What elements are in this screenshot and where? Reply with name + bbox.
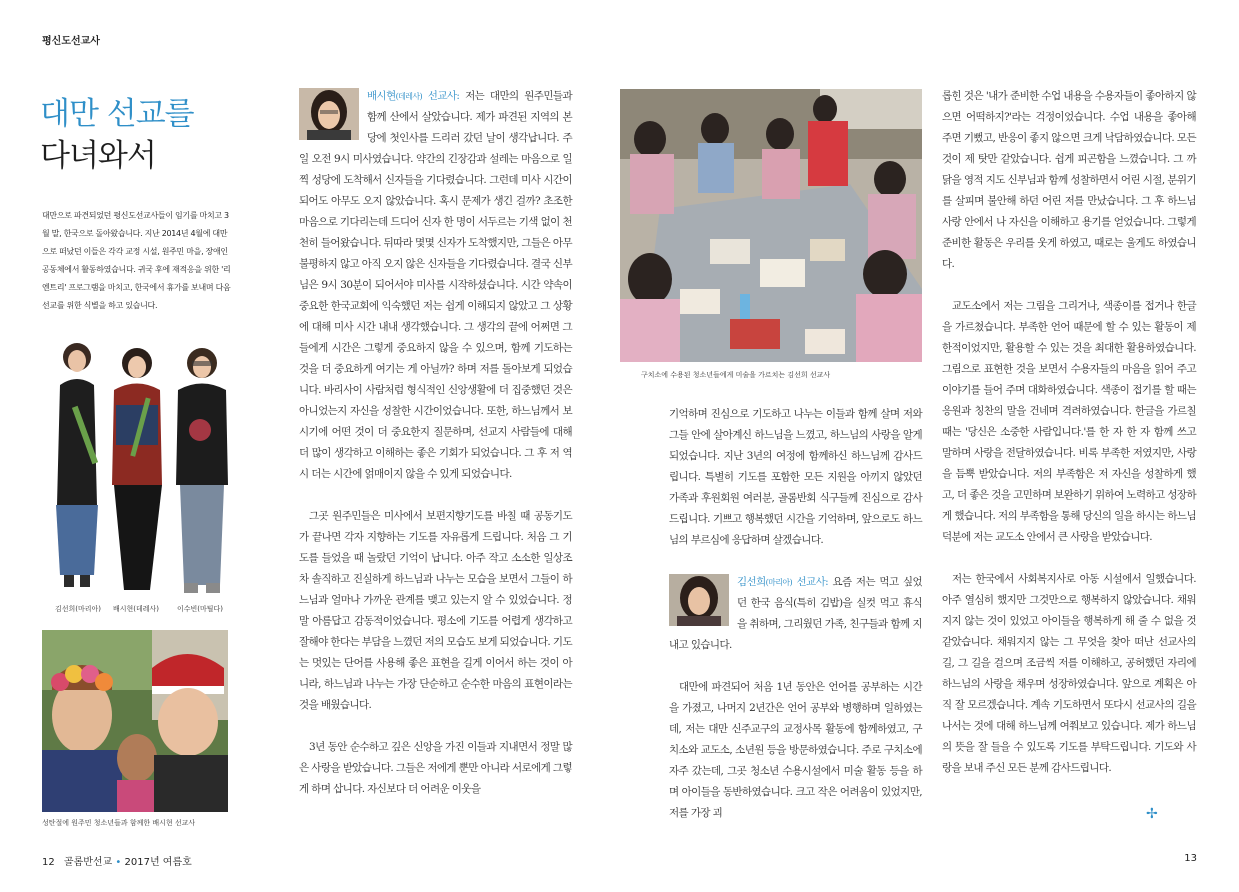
col2-paragraph-1: 기억하며 진심으로 기도하고 나누는 이들과 함께 살며 저와 그들 안에 살아계신 하느님을 느꼈고, 하느님의 사랑을 알게 되었습니다. 지난 3년의 여정에 함께하신 하느님께 감사드립니다. 특별히 기도를 포함한 모든 지원을 아끼지 않았던 가족과 후원회원 여러분, 골롬반회 식구들께 진심으로 감사드립니다. 기쁘고 행복했던 시간을 기억하며, 앞으로도 하느님의 부르심에 응답하며 살겠습니다.	[669, 408, 922, 546]
section-label: 평신도선교사	[42, 36, 100, 47]
col1-paragraph-2: 그곳 원주민들은 미사에서 보편지향기도를 바칠 때 공동기도가 끝나면 각자 지향하는 기도를 자유롭게 드립니다. 처음 그 기도를 들었을 때 놀랐던 기억이 납니다. 아주 작고 소소한 일상조차 솔직하고 진실하게 하느님과 나누는 모습을 보면서 그들이 하느님과 얼마나 가까운 관계를 맺고 있는지 알 수 있었습니다. 정말 아름답고 감동적이었습니다. 평소에 기도를 어렵게 생각하고 잘해야 한다는 부담을 느꼈던 저의 모습도 보게 되었습니다. 기도는 멋있는 단어를 사용해 좋은 표현을 길게 이어서 하는 것이 아니라, 하느님과 나누는 가장 단순하고 순수한 마음의 표현이라는 것을 배웠습니다.	[299, 510, 572, 711]
trio-caption-2: 배시현(데레사)	[113, 605, 160, 613]
issue-label: 2017년 여름호	[124, 857, 192, 868]
portrait-kim-sunhee	[669, 574, 729, 626]
trio-photo	[42, 335, 242, 597]
christmas-photo	[42, 630, 228, 812]
missionary-name-1: 배시현	[367, 90, 396, 102]
col3-paragraph-2: 교도소에서 저는 그림을 그리거나, 색종이를 접거나 한글을 가르쳤습니다. 부족한 언어 때문에 할 수 있는 활동이 제한적이었지만, 활용할 수 있는 것을 최대한 활용하였습니다. 그림으로 표현한 것을 보면서 수용자들의 마음을 읽어 주고 이야기를 들어 주며 대화하였습니다. 색종이 접기를 할 때는 응원과 칭찬의 말을 건네며 격려하였습니다. 한글을 가르칠 때는 '당신은 소중한 사람입니다.'를 한 자 한 자 함께 쓰고 말하며 사랑을 전달하였습니다. 비록 부족한 저였지만, 사랑을 듬뿍 받았습니다. 저의 부족함은 저 자신을 성찰하게 했고, 더 좋은 것을 고민하며 보완하기 위하여 노력하고 성장하게 했습니다. 저의 부족함을 통해 당신의 일을 하시는 하느님 덕분에 저는 교도소 안에서 큰 사랑을 받았습니다.	[942, 300, 1196, 543]
intro-text: 대만으로 파견되었던 평신도선교사들이 임기를 마치고 3월 말, 한국으로 돌아왔습니다. 지난 2014년 4월에 대만으로 떠났던 이들은 각각 교정 시설, 원주민 마을, 장애인 공동체에서 활동하였습니다. 귀국 후에 재적응을 위한 '리엔트리' 프로그램을 마치고, 한국에서 휴가를 보내며 다음 선교를 위한 식별을 하고 있습니다.	[42, 211, 231, 310]
trio-caption-1: 김선희(마리아)	[55, 605, 102, 613]
column-2: 기억하며 진심으로 기도하고 나누는 이들과 함께 살며 저와 그들 안에 살아계신 하느님을 느꼈고, 하느님의 사랑을 알게 되었습니다. 지난 3년의 여정에 함께하신 하느님께 감사드립니다. 특별히 기도를 포함한 모든 지원을 아끼지 않았던 가족과 후원회원 여러분, 골롬반회 식구들께 진심으로 감사드립니다. 기쁘고 행복했던 시간을 기억하며, 앞으로도 하느님의 부르심에 응답하며 살겠습니다. 김선희(마리아) 선교사: 요즘 저는 먹고 싶었던 한국 음식(특히 김밥)을 실컷 먹고 휴식을 취하며, 그리웠던 가족, 친구들과 함께 지내고 있습니다. 대만에 파견되어 처음 1년 동안은 언어를 공부하는 시간을 가졌고, 나머지 2년간은 언어 공부와 병행하며 일하였는데, 저는 대만 신주교구의 교정사목 활동에 함께하였고, 구치소와 교도소, 소년원 등을 방문하였습니다. 주로 구치소에 자주 갔는데, 그곳 청소년 수용시설에서 미술 활동 등을 하며 아이들을 동반하였습니다. 크고 작은 어려움이 있었지만, 저를 가장 괴	[669, 404, 922, 824]
end-mark-icon: ✢	[1146, 806, 1158, 822]
column-1: 배시현(데레사) 선교사: 저는 대만의 원주민들과 함께 산에서 살았습니다. 제가 파견된 지역의 본당에 첫인사를 드리러 갔던 날이 생각납니다. 주일 오전 9시 미사였습니다. 약간의 긴장감과 설레는 마음으로 일찍 성당에 도착해서 신자들을 기다렸습니다. 그런데 미사 시간이 되어도 아무도 오지 않았습니다. 혹시 문제가 생긴 걸까? 초조한 마음으로 기다리는데 드디어 신자 한 명이 서두르는 기색 없이 천천히 들어왔습니다. 뒤따라 몇몇 신자가 도착했지만, 그들은 아무 불평하지 않고 아직 오지 않은 신자들을 기다렸습니다. 결국 신부님은 9시 30분이 되어서야 미사를 시작하셨습니다. 시간 약속이 중요한 한국교회에 익숙했던 저는 쉽게 이해되지 않았고 그 상황에 대해 미사 시간 내내 생각했습니다. 그 생각의 끝에 어쩌면 그들에게 시간은 그렇게 중요하지 않을 수 있으며, 함께 기도하는 것을 더 중요하게 여기는 게 아닐까? 하며 저를 돌아보게 되었습니다. 바리사이 사람처럼 형식적인 신앙생활에 더 집중했던 것은 아니었는지 자신을 성찰한 시간이었습니다. 또한, 하느님께서 보시기에 어떤 것이 더 중요한지 질문하며, 선교지 사람들에 대해 더 많이 생각하고 이해하는 좋은 기회가 되었습니다. 그 후 저 역시 더는 시간에 얽매이지 않을 수 있게 되었습니다. 그곳 원주민들은 미사에서 보편지향기도를 바칠 때 공동기도가 끝나면 각자 지향하는 기도를 자유롭게 드립니다. 처음 그 기도를 들었을 때 놀랐던 기억이 납니다. 아주 작고 소소한 일상조차 솔직하고 진실하게 하느님과 나누는 모습을 보면서 그들이 하느님과 얼마나 가까운 관계를 맺고 있는지 알 수 있었습니다. 정말 아름답고 감동적이었습니다. 평소에 기도를 어렵게 생각하고 잘해야 한다는 부담을 느꼈던 저의 모습도 보게 되었습니다. 기도는 멋있는 단어를 사용해 좋은 표현을 길게 이어서 하는 것이 아니라, 하느님과 나누는 가장 단순하고 순수한 마음의 표현이라는 것을 배웠습니다. 3년 동안 순수하고 깊은 신앙을 가진 이들과 지내면서 정말 많은 사랑을 받았습니다. 그들은 저에게 뿐만 아니라 서로에게 그렇게 하며 삽니다. 자신보다 더 어려운 이웃을	[299, 86, 572, 800]
trio-caption-3: 이수빈(마틸다)	[177, 605, 224, 613]
prison-class-photo	[620, 89, 922, 362]
col2-paragraph-3: 대만에 파견되어 처음 1년 동안은 언어를 공부하는 시간을 가졌고, 나머지 2년간은 언어 공부와 병행하며 일하였는데, 저는 대만 신주교구의 교정사목 활동에 함께하였고, 구치소와 교도소, 소년원 등을 방문하였습니다. 주로 구치소에 자주 갔는데, 그곳 청소년 수용시설에서 미술 활동 등을 하며 아이들을 동반하였습니다. 크고 작은 어려움이 있었지만, 저를 가장 괴	[669, 681, 922, 819]
page-title-line2: 다녀와서	[40, 138, 156, 174]
col1-paragraph-3: 3년 동안 순수하고 깊은 신앙을 가진 이들과 지내면서 정말 많은 사랑을 받았습니다. 그들은 저에게 뿐만 아니라 서로에게 그렇게 하며 삽니다. 자신보다 더 어려운 이웃을	[299, 741, 572, 795]
col3-paragraph-1: 롭힌 것은 '내가 준비한 수업 내용을 수용자들이 좋아하지 않으면 어떡하지?'라는 걱정이었습니다. 수업 내용을 좋아해 주면 기뻤고, 반응이 좋지 않으면 크게 낙담하였습니다. 모든 것이 제 탓만 같았습니다. 쉽게 피곤함을 느꼈습니다. 그 까닭을 영적 지도 신부님과 함께 성찰하면서 어린 시절, 분위기를 살피며 불안해 하던 어린 저를 만났습니다. 그 후 하느님 사랑 안에서 나 자신을 이해하고 용기를 얻었습니다. 그렇게 준비한 활동은 우리를 웃게 하였고, 때로는 울게도 하였습니다.	[942, 90, 1196, 270]
page-number-left: 12	[42, 857, 55, 868]
missionary-name-2: 김선희	[737, 576, 766, 588]
magazine-name: 골롬반선교	[63, 857, 113, 868]
column-3	[942, 86, 1196, 779]
page-number-right: 13	[1184, 853, 1197, 864]
col3-paragraph-3: 저는 한국에서 사회복지사로 아동 시설에서 일했습니다. 아주 열심히 했지만 그것만으로 행복하지 않았습니다. 채워지지 않는 것이 있었고 아이들을 행복하게 해 줄 수 없을 것 같았습니다. 채워지지 않는 그 무엇을 찾아 떠난 선교사의 길, 그 길을 걸으며 조금씩 저를 이해하고, 공허했던 자리에 하느님의 사랑을 채우며 성장하였습니다. 앞으로 계획은 아직 잘 모르겠습니다. 계속 기도하면서 또다시 선교사의 길을 나서는 것에 대해 하느님께 여쭤보고 있습니다. 제가 하느님의 뜻을 잘 들을 수 있도록 기도를 부탁드립니다. 기도와 사랑을 보내 주신 모든 분께 감사드립니다.	[942, 573, 1196, 774]
footer-left	[42, 853, 192, 868]
prison-caption: 구치소에 수용된 청소년들에게 미술을 가르치는 김선희 선교사	[641, 371, 831, 379]
christmas-caption: 성탄절에 원주민 청소년들과 함께한 배시현 선교사	[42, 819, 196, 827]
col2-paragraph-2: 요즘 저는 먹고 싶었던 한국 음식(특히 김밥)을 실컷 먹고 휴식을 취하며, 그리웠던 가족, 친구들과 함께 지내고 있습니다.	[669, 576, 922, 651]
page-title-line1: 대만 선교를	[40, 96, 194, 132]
col1-paragraph-1: 저는 대만의 원주민들과 함께 산에서 살았습니다. 제가 파견된 지역의 본당에 첫인사를 드리러 갔던 날이 생각납니다. 주일 오전 9시 미사였습니다. 약간의 긴장감과 설레는 마음으로 일찍 성당에 도착해서 신자들을 기다렸습니다. 그런데 미사 시간이 되어도 아무도 오지 않았습니다. 혹시 문제가 생긴 걸까? 초조한 마음으로 기다리는데 드디어 신자 한 명이 서두르는 기색 없이 천천히 들어왔습니다. 뒤따라 몇몇 신자가 도착했지만, 그들은 아무 불평하지 않고 아직 오지 않은 신자들을 기다렸습니다. 결국 신부님은 9시 30분이 되어서야 미사를 시작하셨습니다. 시간 약속이 중요한 한국교회에 익숙했던 저는 쉽게 이해되지 않았고 그 상황에 대해 미사 시간 내내 생각했습니다. 그 생각의 끝에 어쩌면 그들에게 시간은 그렇게 중요하지 않을 수 있으며, 함께 기도하는 것을 더 중요하게 여기는 게 아닐까? 하며 저를 돌아보게 되었습니다. 바리사이 사람처럼 형식적인 신앙생활에 더 집중했던 것은 아니었는지 자신을 성찰한 시간이었습니다. 또한, 하느님께서 보시기에 어떤 것이 더 중요한지 질문하며, 선교지 사람들에 대해 더 많이 생각하고 이해하는 좋은 기회가 되었습니다. 그 후 저 역시 더는 시간에 얽매이지 않을 수 있게 되었습니다.	[299, 90, 572, 480]
footer-separator: •	[115, 857, 122, 868]
portrait-bae-sihyun	[299, 88, 359, 140]
